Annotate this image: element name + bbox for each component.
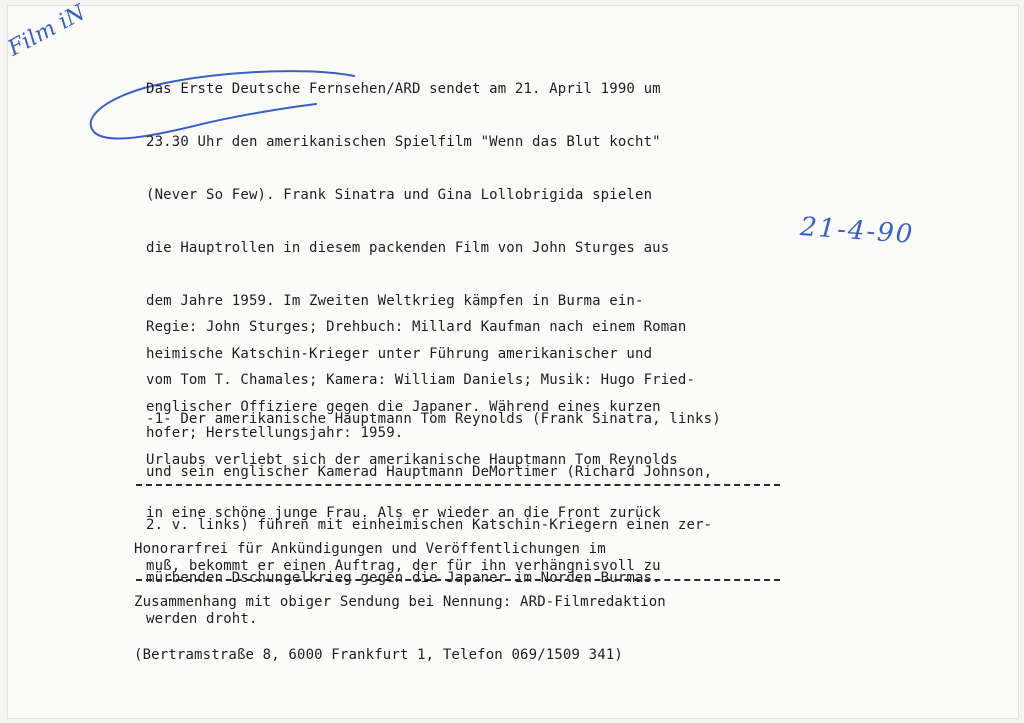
dashed-divider-bottom xyxy=(136,579,780,581)
caption-line: -1- Der amerikanische Hauptmann Tom Reynolds (Frank Sinatra, links) xyxy=(146,411,721,427)
footer-line: Honorarfrei für Ankündigungen und Veröffentlichungen im xyxy=(134,541,606,557)
synopsis-line: (Never So Few). Frank Sinatra und Gina Lollobrigida spielen xyxy=(146,187,653,203)
synopsis-line: in eine schöne junge Frau. Als er wieder an die Front zurück xyxy=(146,505,661,521)
handwritten-note-top-left: Film iN xyxy=(4,0,90,62)
synopsis-line: muß, bekommt er einen Auftrag, der für ihn verhängnisvoll zu xyxy=(146,558,661,574)
credits-line: Regie: John Sturges; Drehbuch: Millard Kaufman nach einem Roman xyxy=(146,319,687,335)
synopsis-line: die Hauptrollen in diesem packenden Film von John Sturges aus xyxy=(146,240,670,256)
footer-line: (Bertramstraße 8, 6000 Frankfurt 1, Telefon 069/1509 341) xyxy=(134,647,623,663)
caption-line: und sein englischer Kamerad Hauptmann DeMortimer (Richard Johnson, xyxy=(146,464,713,480)
synopsis-line: dem Jahre 1959. Im Zweiten Weltkrieg kämpfen in Burma ein- xyxy=(146,293,644,309)
credits-line: vom Tom T. Chamales; Kamera: William Daniels; Musik: Hugo Fried- xyxy=(146,372,696,388)
credits-line: hofer; Herstellungsjahr: 1959. xyxy=(146,425,404,441)
caption-line: 2. v. links) führen mit einheimischen Katschin-Kriegern einen zer- xyxy=(146,517,713,533)
synopsis-line: werden droht. xyxy=(146,611,258,627)
handwritten-date: 21-4-90 xyxy=(799,212,916,250)
caption-line: mürbenden Dschungelkrieg gegen die Japaner im Norden Burmas. xyxy=(146,570,661,586)
synopsis-line: Das Erste Deutsche Fernsehen/ARD sendet am 21. April 1990 um xyxy=(146,81,661,97)
synopsis-line: 23.30 Uhr den amerikanischen Spielfilm "Wenn das Blut kocht" xyxy=(146,134,661,150)
synopsis-line: Urlaubs verliebt sich der amerikanische Hauptmann Tom Reynolds xyxy=(146,452,678,468)
footer-notice xyxy=(134,507,666,682)
dashed-divider-top xyxy=(136,484,780,486)
synopsis-line: heimische Katschin-Krieger unter Führung amerikanischer und xyxy=(146,346,653,362)
synopsis-line: englischer Offiziere gegen die Japaner. Während eines kurzen xyxy=(146,399,661,415)
footer-line: Zusammenhang mit obiger Sendung bei Nennung: ARD-Filmredaktion xyxy=(134,594,666,610)
